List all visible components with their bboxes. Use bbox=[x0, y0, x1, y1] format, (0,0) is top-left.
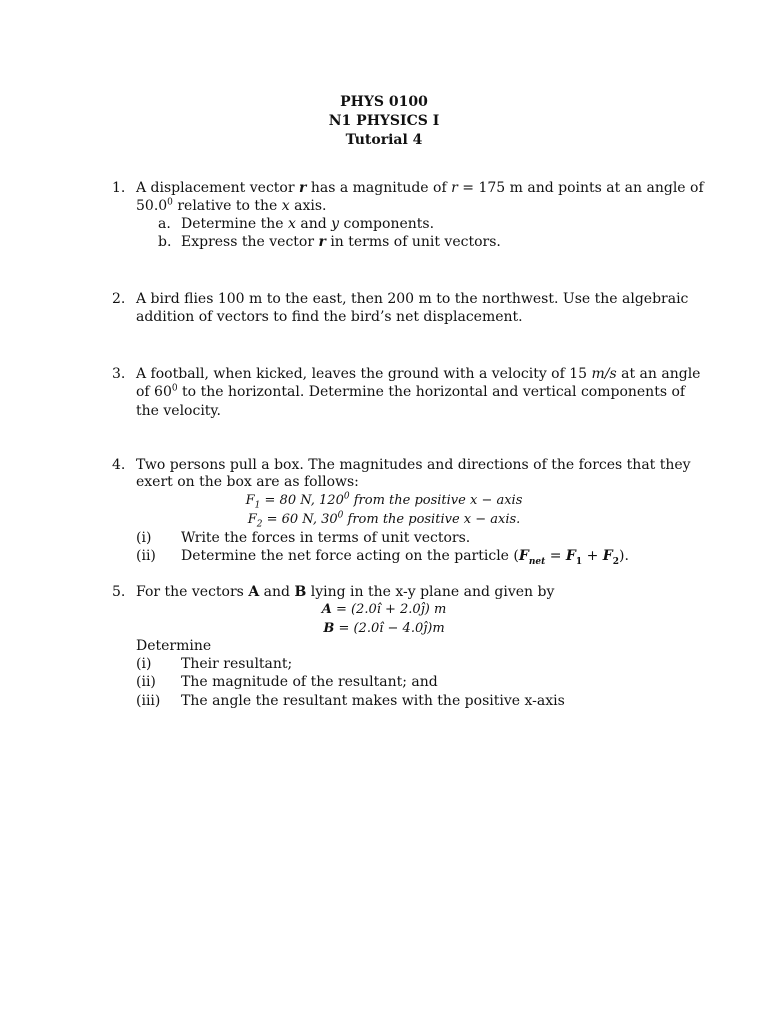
text: ). bbox=[618, 548, 629, 564]
text: + bbox=[582, 548, 603, 564]
part-label: (i) bbox=[136, 656, 152, 672]
vector-a: A bbox=[321, 602, 332, 617]
text: A displacement vector bbox=[136, 180, 299, 196]
vector-f: F bbox=[602, 548, 613, 564]
text: = 60 N, 30 bbox=[262, 512, 338, 527]
degree-superscript: 0 bbox=[167, 197, 173, 208]
tutorial-title: Tutorial 4 bbox=[345, 132, 423, 148]
subscript: 1 bbox=[254, 500, 261, 511]
text: from the positive x − axis bbox=[349, 493, 523, 508]
variable-x: x bbox=[281, 198, 290, 214]
text: and bbox=[259, 584, 295, 600]
subscript: 2 bbox=[256, 519, 263, 530]
question-number: 5. bbox=[112, 584, 126, 600]
vector-b: B bbox=[323, 621, 335, 636]
text: to the horizontal. Determine the horizontal and vertical components of bbox=[177, 384, 686, 400]
question-text-line: Two persons pull a box. The magnitudes and directions of the forces that they bbox=[136, 457, 691, 473]
text: = (2.0î + 2.0ĵ) m bbox=[331, 602, 447, 617]
variable-y: y bbox=[331, 216, 340, 232]
question-text-line: A bird flies 100 m to the east, then 200 m to the northwest. Use the algebraic bbox=[136, 291, 689, 307]
question-number: 3. bbox=[112, 366, 126, 382]
question-text-line bbox=[136, 365, 700, 383]
course-code: PHYS 0100 bbox=[340, 94, 428, 110]
text: has a magnitude of bbox=[306, 180, 452, 196]
part-label: b. bbox=[158, 234, 172, 250]
course-name: N1 PHYSICS I bbox=[328, 113, 440, 129]
text: Determine the bbox=[181, 216, 288, 232]
equation-f2 bbox=[0, 511, 768, 529]
part-text: Write the forces in terms of unit vectors. bbox=[181, 530, 471, 546]
text: relative to the bbox=[172, 198, 282, 214]
variable-r: r bbox=[451, 180, 458, 196]
part-label: (iii) bbox=[136, 693, 161, 709]
text: of 60 bbox=[136, 384, 172, 400]
text: = (2.0î − 4.0ĵ)m bbox=[334, 621, 445, 636]
unit: m/s bbox=[591, 366, 617, 382]
subscript: net bbox=[528, 556, 546, 567]
question-text-line: exert on the box are as follows: bbox=[136, 474, 359, 490]
degree-superscript: 0 bbox=[171, 383, 178, 394]
variable-x: x bbox=[288, 216, 296, 232]
vector-f: F bbox=[518, 548, 529, 564]
text: 50.0 bbox=[136, 198, 168, 214]
symbol: F bbox=[247, 512, 257, 527]
part-text bbox=[181, 215, 434, 233]
question-text-line bbox=[136, 583, 554, 601]
part-label: a. bbox=[158, 216, 171, 232]
question-text-line bbox=[136, 179, 704, 197]
part-text bbox=[181, 233, 501, 251]
text: from the positive x − axis. bbox=[343, 512, 521, 527]
question-text-line: the velocity. bbox=[136, 403, 221, 419]
text: at an angle bbox=[616, 366, 701, 382]
degree-superscript: 0 bbox=[337, 510, 344, 521]
part-text: The angle the resultant makes with the positive x-axis bbox=[181, 693, 565, 709]
part-text: The magnitude of the resultant; and bbox=[181, 674, 438, 690]
equation-b bbox=[0, 620, 768, 638]
equation-a bbox=[0, 601, 768, 619]
text: and bbox=[295, 216, 332, 232]
question-text-line: addition of vectors to find the bird’s net displacement. bbox=[136, 309, 523, 325]
determine-label: Determine bbox=[136, 638, 212, 654]
degree-superscript: 0 bbox=[343, 491, 350, 502]
vector-f: F bbox=[565, 548, 576, 564]
subscript: 1 bbox=[575, 556, 583, 567]
question-text-line bbox=[136, 383, 685, 401]
question-number: 4. bbox=[112, 457, 126, 473]
symbol: F bbox=[245, 493, 255, 508]
text: Determine the net force acting on the particle ( bbox=[181, 548, 519, 564]
part-label: (i) bbox=[136, 530, 152, 546]
equation-f1 bbox=[0, 492, 768, 510]
part-text: Their resultant; bbox=[181, 656, 293, 672]
question-number: 1. bbox=[112, 180, 126, 196]
vector-r: r bbox=[318, 234, 326, 250]
text: in terms of unit vectors. bbox=[325, 234, 501, 250]
text: components. bbox=[339, 216, 435, 232]
text: A football, when kicked, leaves the ground with a velocity of 15 bbox=[136, 366, 592, 382]
text: = 80 N, 120 bbox=[260, 493, 344, 508]
vector-b: B bbox=[294, 584, 307, 600]
part-label: (ii) bbox=[136, 674, 156, 690]
text: lying in the x-y plane and given by bbox=[306, 584, 555, 600]
text: = 175 m and points at an angle of bbox=[457, 180, 704, 196]
text: For the vectors bbox=[136, 584, 249, 600]
part-label: (ii) bbox=[136, 548, 156, 564]
question-text-line bbox=[136, 197, 327, 215]
part-text bbox=[181, 547, 629, 565]
text: = bbox=[545, 548, 566, 564]
text: Express the vector bbox=[181, 234, 319, 250]
subscript: 2 bbox=[612, 556, 619, 567]
question-number: 2. bbox=[112, 291, 126, 307]
vector-a: A bbox=[248, 584, 260, 600]
text: axis. bbox=[289, 198, 327, 214]
vector-r: r bbox=[298, 180, 307, 196]
